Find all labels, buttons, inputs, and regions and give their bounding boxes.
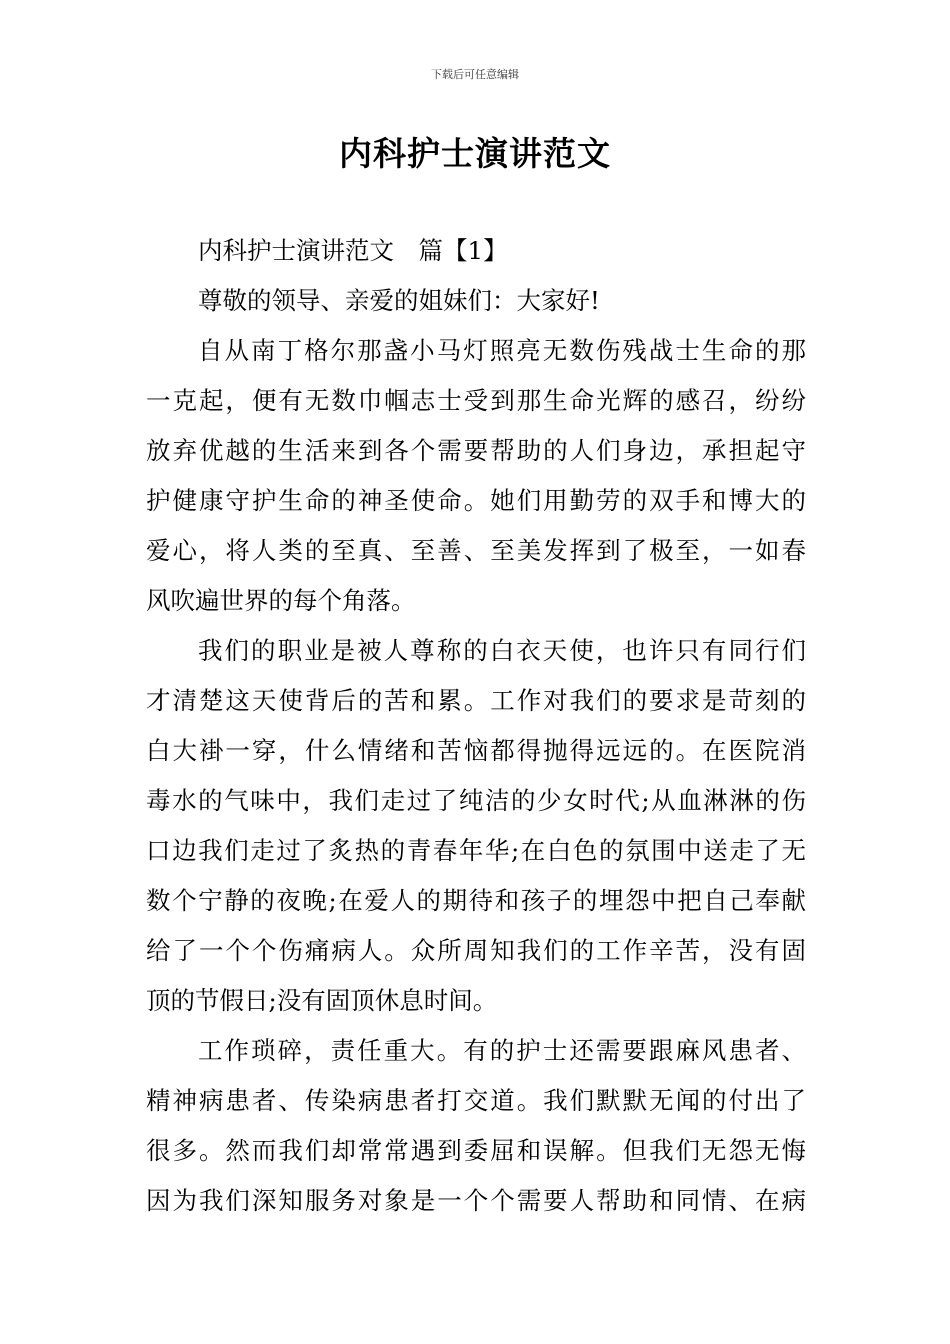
paragraph-line: 一克起，便有无数巾帼志士受到那生命光辉的感召，纷纷	[146, 386, 806, 415]
paragraph-3	[146, 1026, 806, 1226]
header-note: 下载后可任意编辑	[431, 68, 519, 81]
paragraph-line: 自从南丁格尔那盏小马灯照亮无数伤残战士生命的那	[198, 336, 806, 365]
paragraph-line: 我们的职业是被人尊称的白衣天使，也许只有同行们	[198, 636, 806, 665]
greeting: 尊敬的领导、亲爱的姐妹们：大家好!	[198, 286, 600, 315]
paragraph-line: 爱心，将人类的至真、至善、至美发挥到了极至，一如春	[146, 536, 806, 565]
paragraph-line: 口边我们走过了炙热的青春年华;在白色的氛围中送走了无	[146, 836, 806, 865]
paragraph-line: 毒水的气味中，我们走过了纯洁的少女时代;从血淋淋的伤	[146, 786, 806, 815]
paragraph-line: 顶的节假日;没有固顶休息时间。	[146, 986, 498, 1015]
paragraph-line: 给了一个个伤痛病人。众所周知我们的工作辛苦，没有固	[146, 936, 806, 965]
paragraph-line: 工作琐碎，责任重大。有的护士还需要跟麻风患者、	[198, 1036, 806, 1065]
paragraph-line: 风吹遍世界的每个角落。	[146, 586, 416, 615]
paragraph-line: 护健康守护生命的神圣使命。她们用勤劳的双手和博大的	[146, 486, 806, 515]
paragraph-2	[146, 626, 806, 1026]
paragraph-line: 放弃优越的生活来到各个需要帮助的人们身边，承担起守	[146, 436, 806, 465]
paragraph-line: 白大褂一穿，什么情绪和苦恼都得抛得远远的。在医院消	[146, 736, 806, 765]
paragraph-line: 精神病患者、传染病患者打交道。我们默默无闻的付出了	[146, 1086, 806, 1115]
paragraph-line: 因为我们深知服务对象是一个个需要人帮助和同情、在病	[146, 1186, 806, 1215]
paragraph-line: 数个宁静的夜晚;在爱人的期待和孩子的埋怨中把自己奉献	[146, 886, 806, 915]
paragraph-line: 才清楚这天使背后的苦和累。工作对我们的要求是苛刻的	[146, 686, 806, 715]
paragraph-line: 很多。然而我们却常常遇到委屈和误解。但我们无怨无悔	[146, 1136, 806, 1165]
paragraph-1	[146, 326, 806, 626]
section-heading: 内科护士演讲范文 篇【1】	[198, 236, 508, 265]
document-body	[146, 226, 806, 1226]
document-title: 内科护士演讲范文	[339, 134, 611, 173]
